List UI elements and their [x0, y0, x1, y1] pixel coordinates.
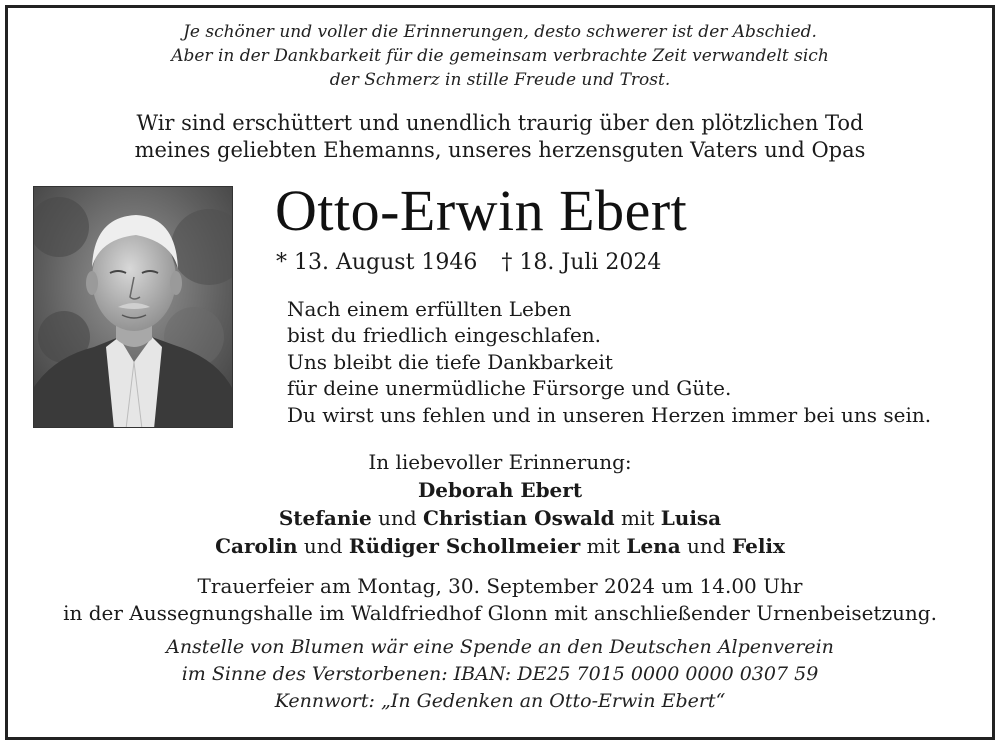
family-member: Felix [731, 534, 785, 558]
connector-word: mit [586, 534, 621, 558]
family-member: Carolin [215, 534, 298, 558]
quote-line: Aber in der Dankbarkeit für die gemeinsam verbrachte Zeit verwandelt sich [171, 46, 829, 66]
family-member: Deborah Ebert [417, 478, 583, 502]
family-list [0, 476, 1000, 560]
portrait-photo [33, 186, 233, 428]
intro-line: Wir sind erschüttert und unendlich traurig über den plötzlichen Tod [136, 111, 864, 135]
connector-word: mit [620, 506, 655, 530]
service-info [0, 573, 1000, 627]
family-member: Stefanie [278, 506, 372, 530]
family-line-2 [0, 504, 1000, 532]
birth-date: * 13. August 1946 [276, 250, 478, 275]
connector-word: und [378, 506, 417, 530]
quote-line: Je schöner und voller die Erinnerungen, desto schwerer ist der Abschied. [183, 22, 817, 42]
poem-line: Du wirst uns fehlen und in unseren Herzen immer bei uns sein. [287, 402, 932, 427]
death-date: † 18. Juli 2024 [501, 250, 662, 275]
family-member: Lena [626, 534, 681, 558]
family-member: Christian Oswald [423, 506, 615, 530]
poem-line: Uns bleibt die tiefe Dankbarkeit [287, 349, 613, 374]
donation-info [0, 634, 1000, 715]
deceased-name: Otto-Erwin Ebert [275, 178, 688, 243]
donation-line: im Sinne des Verstorbenen: IBAN: DE25 7015 0000 0000 0307 59 [181, 663, 819, 685]
connector-word: und [687, 534, 726, 558]
memorial-poem [287, 296, 931, 428]
opening-quote [0, 20, 1000, 92]
intro-line: meines geliebten Ehemanns, unseres herzensguten Vaters und Opas [134, 138, 866, 162]
service-line: Trauerfeier am Montag, 30. September 2024 um 14.00 Uhr [197, 574, 803, 598]
quote-line: der Schmerz in stille Freude und Trost. [329, 70, 671, 90]
life-dates [276, 248, 661, 278]
service-line: in der Aussegnungshalle im Waldfriedhof Glonn mit anschließender Urnenbeisetzung. [63, 601, 937, 625]
memory-label: In liebevoller Erinnerung: [368, 450, 632, 474]
donation-line: Kennwort: „In Gedenken an Otto-Erwin Ebert“ [274, 690, 726, 712]
poem-line: für deine unermüdliche Fürsorge und Güte. [287, 376, 732, 401]
poem-line: bist du friedlich eingeschlafen. [287, 323, 602, 348]
family-member: Rüdiger Schollmeier [348, 534, 581, 558]
family-member: Luisa [660, 506, 722, 530]
donation-line: Anstelle von Blumen wär eine Spende an den Deutschen Alpenverein [166, 636, 834, 658]
connector-word: und [303, 534, 343, 558]
portrait-illustration [34, 187, 233, 428]
poem-line: Nach einem erfüllten Leben [287, 297, 572, 321]
family-line-3 [0, 532, 1000, 560]
family-line-1 [0, 476, 1000, 504]
intro-text [0, 110, 1000, 164]
